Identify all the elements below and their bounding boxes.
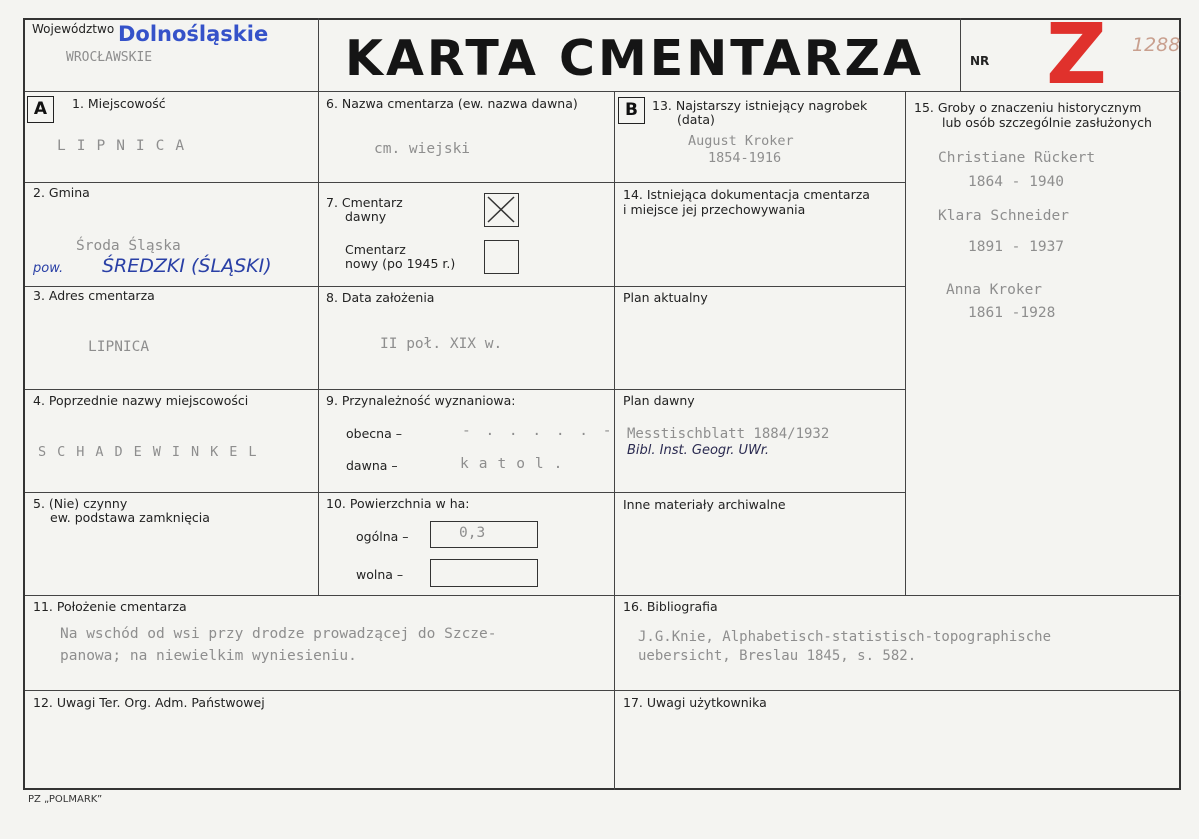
x-mark-icon	[485, 194, 517, 225]
f8-label: 8. Data założenia	[326, 290, 435, 305]
nr-label: NR	[970, 54, 990, 68]
f7-dawny-checkbox[interactable]	[484, 193, 519, 227]
f13-dates: 1854-1916	[708, 150, 782, 166]
plan-dawny-hand: Bibl. Inst. Geogr. UWr.	[627, 443, 769, 458]
header-divider	[25, 91, 1181, 92]
f11-label: 11. Położenie cmentarza	[33, 599, 187, 614]
row-divider-2	[25, 286, 905, 287]
card-title: KARTA CMENTARZA	[345, 30, 924, 87]
section-a-marker: A	[27, 96, 54, 123]
f10-label: 10. Powierzchnia w ha:	[326, 496, 470, 511]
f16-line2: uebersicht, Breslau 1845, s. 582.	[638, 648, 917, 664]
grave-1-name: Christiane Rückert	[938, 150, 1096, 166]
f11-line1: Na wschód od wsi przy drodze prowadzącej do Szcze-	[60, 626, 497, 642]
f9-dawna-value: katol.	[460, 456, 573, 472]
f3-value: LIPNICA	[88, 339, 150, 355]
f9-obecna-value: - . . . . . -	[462, 423, 615, 439]
nr-number: 1288	[1132, 34, 1181, 56]
wojewodztwo-stamp: Dolnośląskie	[118, 22, 269, 46]
f14-label: 14. Istniejąca dokumentacja cmentarza	[623, 187, 870, 202]
f2-value: Środa Śląska	[76, 238, 181, 254]
f10-ogolna-label: ogólna –	[356, 529, 409, 544]
f4-label: 4. Poprzednie nazwy miejscowości	[33, 393, 249, 408]
plan-dawny-label: Plan dawny	[623, 393, 695, 408]
f5-sublabel: ew. podstawa zamknięcia	[50, 510, 210, 525]
f4-value: SCHADEWINKEL	[38, 444, 268, 460]
row-divider-1	[25, 182, 616, 183]
divider-nr	[960, 18, 961, 91]
f8-value: II poł. XIX w.	[380, 336, 503, 352]
f7-nowy-checkbox[interactable]	[484, 240, 519, 274]
f14-sublabel: i miejsce jej przechowywania	[623, 202, 806, 217]
f2-label: 2. Gmina	[33, 185, 90, 200]
f13-label: 13. Najstarszy istniejący nagrobek	[652, 98, 868, 113]
f15-label: 15. Groby o znaczeniu historycznym	[914, 100, 1142, 115]
f5-label: 5. (Nie) czynny	[33, 496, 128, 511]
row-divider-3	[25, 389, 905, 390]
f10-ogolna-field[interactable]	[430, 521, 538, 548]
f9-dawna-label: dawna –	[346, 458, 398, 473]
f16-line1: J.G.Knie, Alphabetisch-statistisch-topographische	[638, 629, 1052, 645]
f16-label: 16. Bibliografia	[623, 599, 718, 614]
row-divider-4	[25, 492, 905, 493]
row-divider-6	[25, 690, 1181, 691]
f10-ogolna-value: 0,3	[459, 525, 486, 541]
section-b-marker: B	[618, 97, 645, 124]
row-divider-5	[25, 595, 1181, 596]
f6-value: cm. wiejski	[374, 141, 471, 157]
printer-imprint: PZ „POLMARK”	[28, 794, 103, 805]
f7-label: 7. Cmentarz	[326, 195, 403, 210]
grave-1-dates: 1864 - 1940	[968, 174, 1065, 190]
f9-obecna-label: obecna –	[346, 426, 402, 441]
f9-label: 9. Przynależność wyznaniowa:	[326, 393, 516, 408]
plan-aktualny-label: Plan aktualny	[623, 290, 708, 305]
divider-col-a	[318, 18, 319, 595]
f12-label: 12. Uwagi Ter. Org. Adm. Państwowej	[33, 695, 265, 710]
f3-label: 3. Adres cmentarza	[33, 288, 155, 303]
f13-sublabel: (data)	[677, 112, 715, 127]
f1-label: 1. Miejscowość	[72, 96, 166, 111]
f11-line2: panowa; na niewielkim wyniesieniu.	[60, 648, 357, 664]
nr-red-mark: Z	[1046, 5, 1107, 103]
f10-wolna-label: wolna –	[356, 567, 404, 582]
grave-2-name: Klara Schneider	[938, 208, 1069, 224]
f10-wolna-field[interactable]	[430, 559, 538, 587]
f7-dawny: dawny	[345, 209, 387, 224]
divider-col-c	[905, 91, 906, 595]
grave-3-dates: 1861 -1928	[968, 305, 1056, 321]
wojewodztwo-typed: WROCŁAWSKIE	[66, 50, 153, 65]
f1-value: LIPNICA	[57, 138, 196, 154]
f17-label: 17. Uwagi użytkownika	[623, 695, 767, 710]
f2-hand-prefix: pow.	[33, 261, 64, 276]
inne-materialy-label: Inne materiały archiwalne	[623, 497, 786, 512]
row-divider-b1	[614, 182, 905, 183]
f13-name: August Kroker	[688, 133, 794, 149]
divider-col-b	[614, 91, 615, 790]
plan-dawny-value: Messtischblatt 1884/1932	[627, 426, 830, 442]
wojewodztwo-label: Województwo	[32, 22, 115, 36]
f7-nowy: nowy (po 1945 r.)	[345, 256, 456, 271]
f7-nowy-label: Cmentarz	[345, 242, 406, 257]
f6-label: 6. Nazwa cmentarza (ew. nazwa dawna)	[326, 96, 578, 111]
f2-hand-value: ŚREDZKI (ŚLĄSKI)	[102, 255, 272, 277]
grave-3-name: Anna Kroker	[946, 282, 1043, 298]
grave-2-dates: 1891 - 1937	[968, 239, 1065, 255]
f15-sublabel: lub osób szczególnie zasłużonych	[942, 115, 1152, 130]
